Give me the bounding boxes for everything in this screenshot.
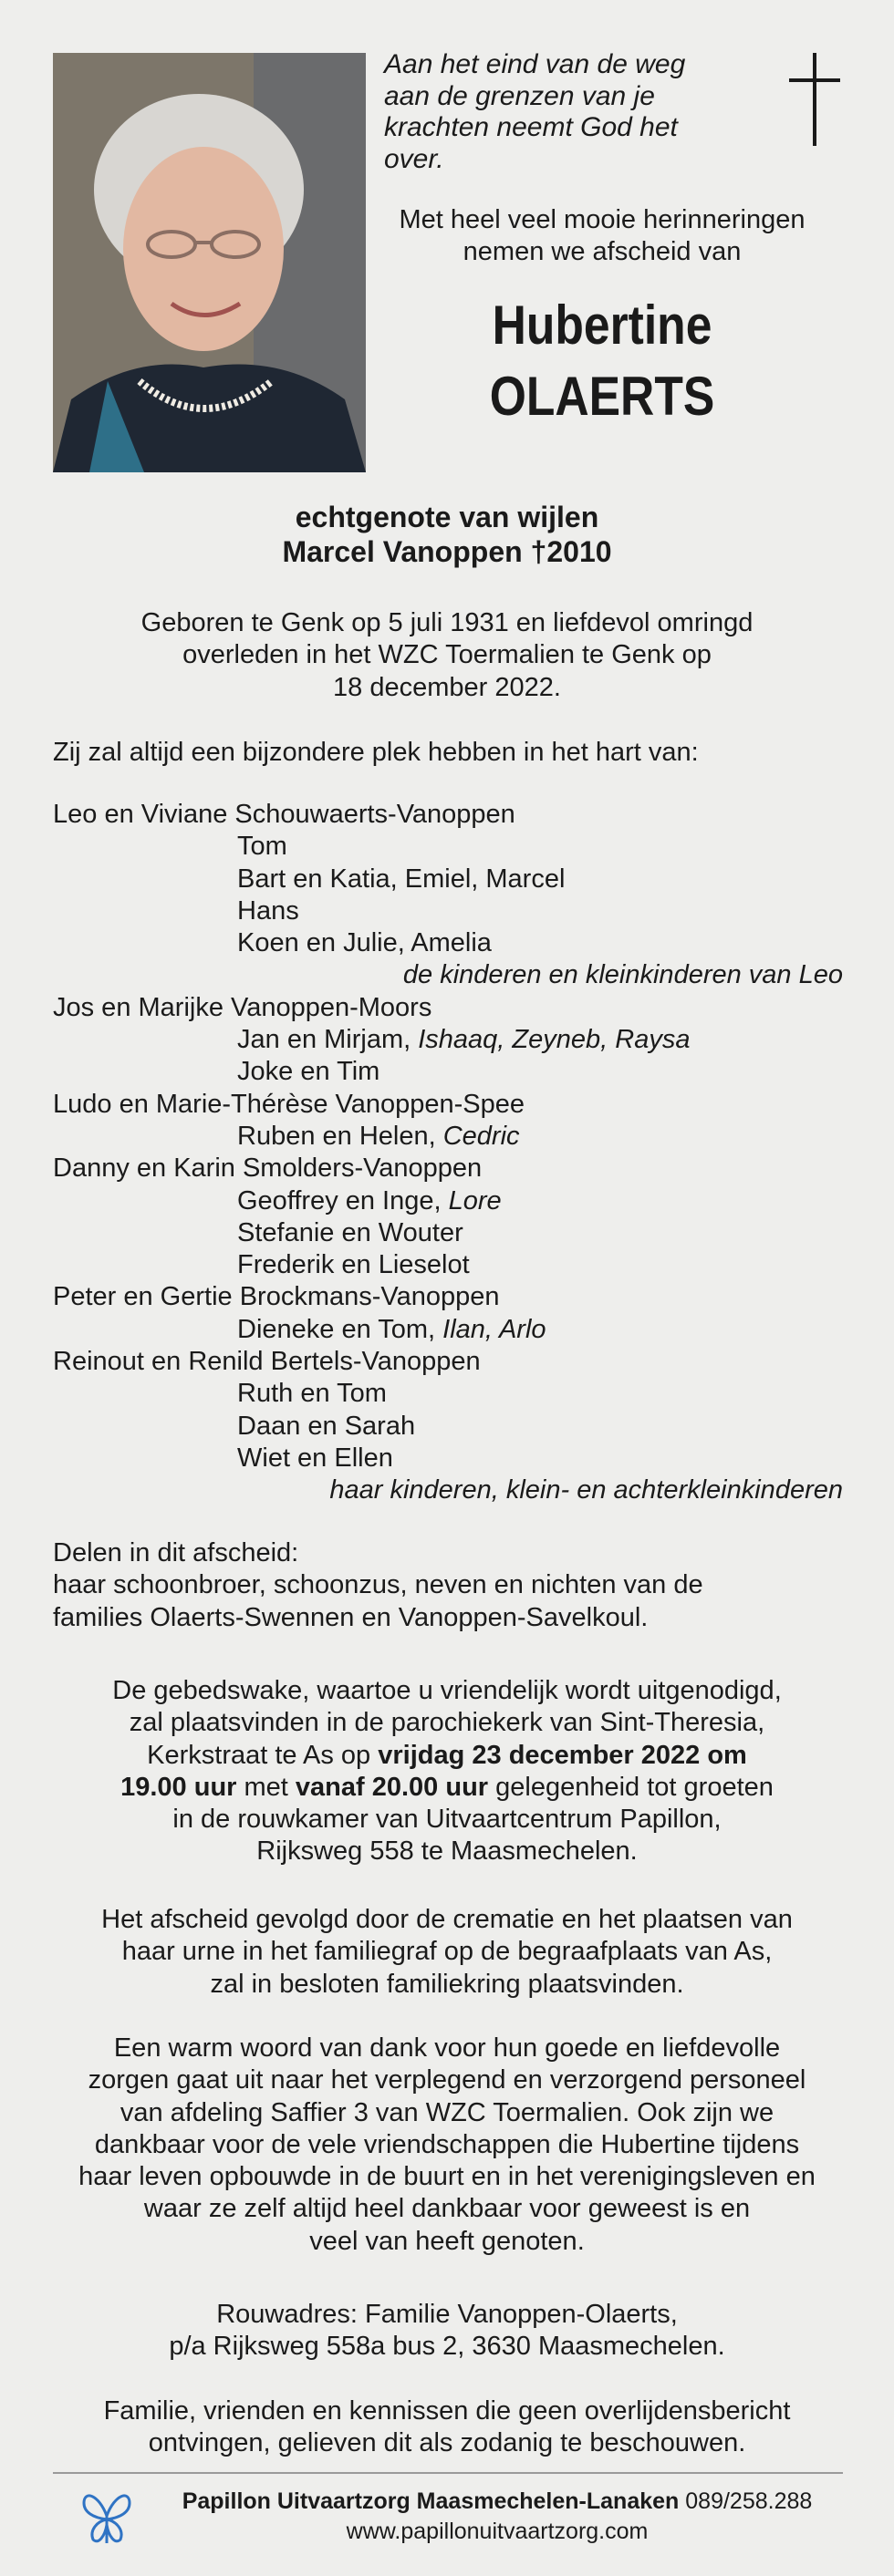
thanks-line: zorgen gaat uit naar het verplegend en verzorgend personeel [88, 2065, 806, 2095]
born-line: 18 december 2022. [333, 672, 561, 702]
grandchild [53, 1024, 843, 1056]
thanks-line: van afdeling Saffier 3 van WZC Toermalien. Ook zijn we [120, 2097, 774, 2127]
mourning-address [0, 2299, 894, 2364]
thanks-line: veel van heeft genoten. [309, 2226, 585, 2256]
wake-line: De gebedswake, waartoe u vriendelijk wordt uitgenodigd, [112, 1676, 782, 1705]
thanks-line: dankbaar voor de vele vriendschappen die Hubertine tijdens [94, 2129, 800, 2159]
grandchild: Wiet en Ellen [237, 1443, 393, 1473]
grandchild-name: Jan en Mirjam, [237, 1025, 419, 1055]
spouse-info [0, 500, 894, 569]
grandchild: Daan en Sarah [237, 1411, 416, 1441]
wake-line: Rijksweg 558 te Maasmechelen. [256, 1836, 638, 1867]
share-line: Delen in dit afscheid: [53, 1538, 299, 1567]
footer-divider [53, 2472, 843, 2474]
wake-text: Kerkstraat te As op [147, 1740, 379, 1770]
notice-line: ontvingen, gelieven dit als zodanig te beschouwen. [148, 2428, 746, 2458]
thanks-section [0, 2033, 894, 2258]
family-member: Peter en Gertie Brockmans-Vanoppen [53, 1282, 500, 1312]
grandchild: Ruth en Tom [237, 1379, 387, 1409]
grandchild [53, 1314, 843, 1346]
grandchild-name: Dieneke en Tom, [237, 1314, 443, 1344]
last-name: OLAERTS [489, 366, 715, 427]
company-website[interactable]: www.papillonuitvaartzorg.com [346, 2519, 649, 2544]
intro-line: nemen we afscheid van [463, 237, 742, 266]
born-line: overleden in het WZC Toermalien te Genk op [182, 640, 712, 670]
birth-death-info [0, 607, 894, 704]
deceased-name [414, 290, 791, 432]
share-line: families Olaerts-Swennen en Vanoppen-Savelkoul. [53, 1602, 649, 1632]
latin-cross-icon [785, 53, 844, 146]
grandchild: Koen en Julie, Amelia [237, 928, 492, 958]
intro-line: Met heel veel mooie herinneringen [399, 205, 806, 234]
great-grandchildren: Ishaaq, Zeyneb, Raysa [418, 1025, 691, 1055]
cremation-line: haar urne in het familiegraf op de begraafplaats van As, [121, 1937, 773, 1967]
notice-line: Familie, vrienden en kennissen die geen overlijdensbericht [103, 2396, 791, 2426]
cremation-section [0, 1904, 894, 2001]
company-phone: 089/258.288 [679, 2488, 813, 2514]
grandchild-name: Ruben en Helen, [237, 1121, 443, 1151]
family-member: Reinout en Renild Bertels-Vanoppen [53, 1347, 481, 1377]
family-note: haar kinderen, klein- en achterkleinkinderen [329, 1475, 843, 1505]
wake-line [0, 1772, 894, 1804]
grandchild: Frederik en Lieselot [237, 1250, 470, 1280]
wake-time: 19.00 uur [120, 1772, 237, 1802]
poem-line: aan de grenzen van je [384, 80, 655, 111]
family-member: Danny en Karin Smolders-Vanoppen [53, 1154, 483, 1184]
thanks-line: Een warm woord van dank voor hun goede en liefdevolle [113, 2033, 781, 2063]
family-list [53, 799, 843, 1507]
cremation-line: Het afscheid gevolgd door de crematie en het plaatsen van [101, 1905, 793, 1934]
family-member: Ludo en Marie-Thérèse Vanoppen-Spee [53, 1089, 525, 1119]
great-grandchildren: Lore [448, 1185, 502, 1216]
greeting-time: vanaf 20.00 uur [295, 1772, 489, 1802]
heart-line: Zij zal altijd een bijzondere plek hebben in het hart van: [53, 738, 699, 767]
great-grandchildren: Ilan, Arlo [442, 1314, 546, 1344]
thanks-line: waar ze zelf altijd heel dankbaar voor geweest is en [143, 2194, 751, 2224]
address-line: p/a Rijksweg 558a bus 2, 3630 Maasmechelen. [169, 2332, 725, 2362]
thanks-line: haar leven opbouwde in de buurt en in het verenigingsleven en [78, 2162, 816, 2192]
grandchild: Hans [237, 895, 299, 926]
wake-text: met [236, 1772, 296, 1802]
wake-line: zal plaatsvinden in de parochiekerk van Sint-Theresia, [129, 1708, 765, 1738]
address-line: Rouwadres: Familie Vanoppen-Olaerts, [216, 2300, 678, 2329]
wake-line: in de rouwkamer van Uitvaartcentrum Papillon, [172, 1805, 722, 1835]
share-section [53, 1537, 847, 1634]
grandchild: Stefanie en Wouter [237, 1217, 463, 1247]
poem-line: over. [384, 143, 444, 174]
company-name: Papillon Uitvaartzorg Maasmechelen-Lanaken [182, 2488, 680, 2514]
grandchild: Joke en Tim [237, 1057, 380, 1087]
poem-line: krachten neemt God het [384, 112, 678, 142]
family-note: de kinderen en kleinkinderen van Leo [402, 960, 843, 990]
cremation-line: zal in besloten familiekring plaatsvinden. [210, 1969, 684, 1999]
intro-text [383, 204, 821, 268]
grandchild [53, 1121, 843, 1153]
notice-section [0, 2395, 894, 2460]
spouse-line: echtgenote van wijlen [295, 501, 599, 533]
grandchild [53, 1185, 843, 1217]
great-grandchildren: Cedric [442, 1121, 520, 1151]
grandchild: Bart en Katia, Emiel, Marcel [237, 864, 566, 894]
wake-section [0, 1675, 894, 1868]
family-member: Leo en Viviane Schouwaerts-Vanoppen [53, 800, 515, 829]
first-name: Hubertine [492, 295, 712, 356]
born-line: Geboren te Genk op 5 juli 1931 en liefdevol omringd [140, 608, 754, 637]
share-line: haar schoonbroer, schoonzus, neven en nichten van de [53, 1570, 703, 1600]
funeral-company [137, 2487, 858, 2516]
family-member: Jos en Marijke Vanoppen-Moors [53, 992, 432, 1022]
poem [384, 49, 749, 175]
grandchild: Tom [237, 832, 287, 862]
wake-text: gelegenheid tot groeten [488, 1772, 774, 1802]
wake-line [0, 1740, 894, 1772]
butterfly-logo-icon [80, 2485, 133, 2550]
poem-line: Aan het eind van de weg [384, 49, 686, 79]
wake-date: vrijdag 23 december 2022 om [378, 1740, 747, 1770]
spouse-line: Marcel Vanoppen †2010 [282, 535, 612, 568]
portrait-photo [53, 53, 366, 472]
grandchild-name: Geoffrey en Inge, [237, 1185, 449, 1216]
